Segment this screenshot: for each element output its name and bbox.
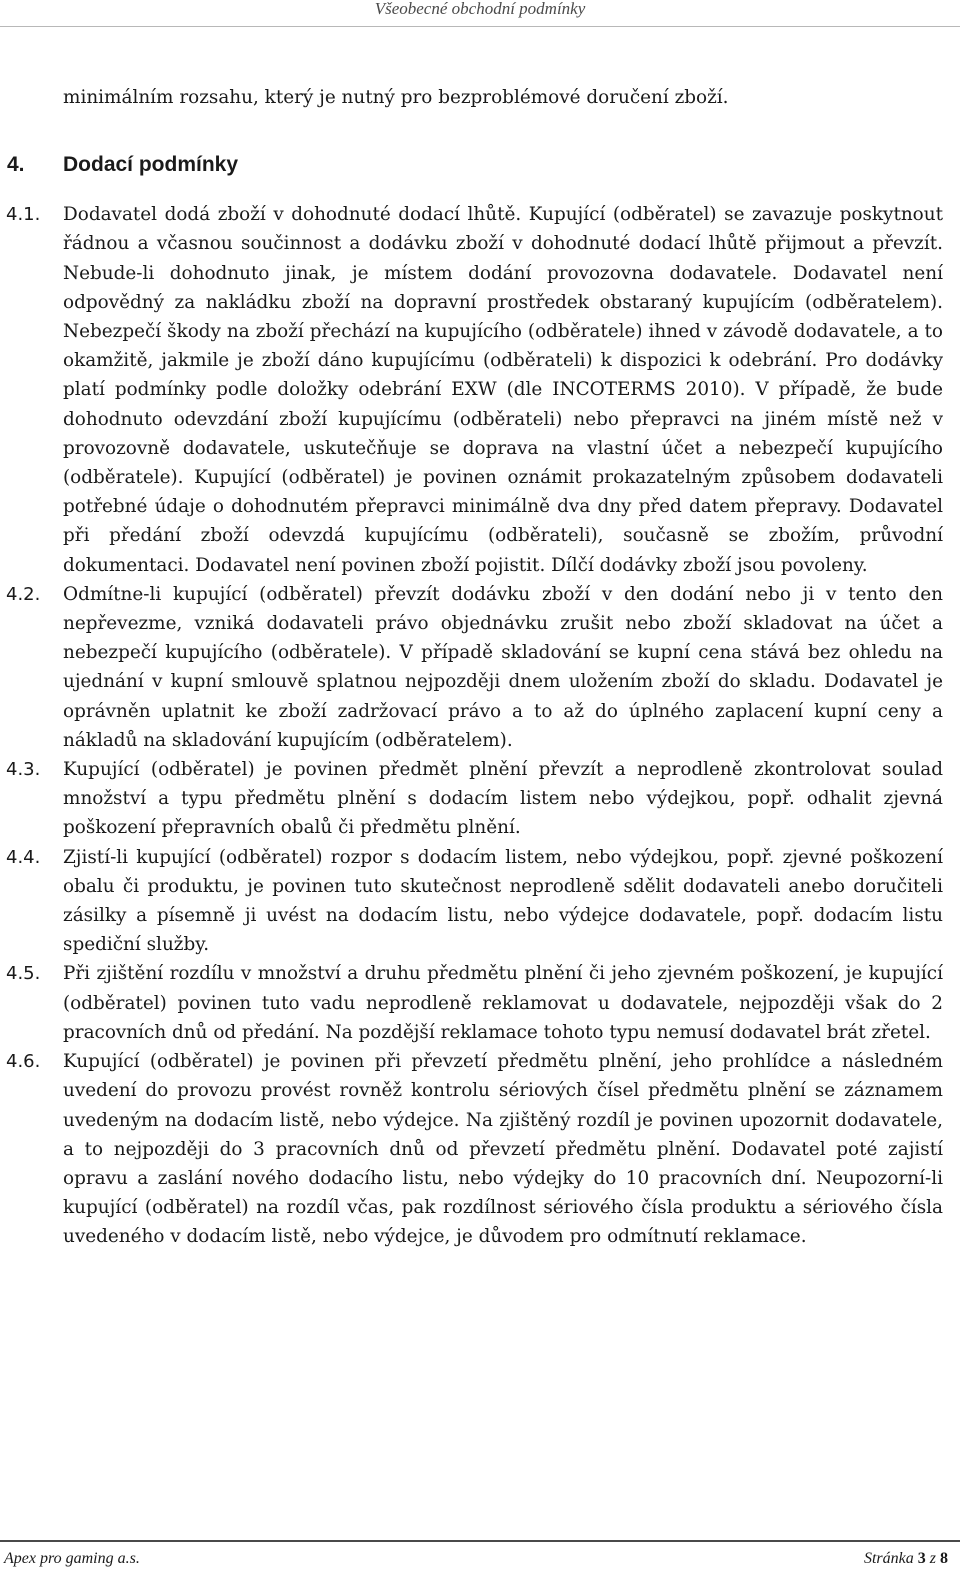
clause-text: Při zjištění rozdílu v množství a druhu předmětu plnění či jeho zjevném poškození, je kupující (odběratel) povinen tuto vadu neprodleně reklamovat u dodavatele, nejpozději však do 2 pracovních dnů od předání. Na pozdější reklamace tohoto typu nemusí dodavatel brát zřetel.: [63, 963, 943, 1043]
header-divider: [0, 26, 960, 27]
section-title: Dodací podmínky: [63, 153, 239, 177]
clause-text: Odmítne-li kupující (odběratel) převzít dodávku zboží v den dodání nebo ji v tento den nepřevezme, vzniká dodavateli právo objednávku zrušit nebo zboží skladovat na účet a nebezpečí kupujícího (odběratele). V případě skladování se kupní cena stává bez ohledu na ujednání v kupní smlouvě splatnou nejpozději dnem uložením zboží do skladu. Dodavatel je oprávněn uplatnit ke zboží zadržovací právo a to až do úplného zaplacení kupní ceny a nákladů na skladování kupujícím (odběratelem).: [63, 583, 943, 751]
clause-4-1: [0, 200, 960, 580]
page-total: 8: [940, 1550, 948, 1567]
clause-4-5: [0, 959, 960, 1047]
clause-number: 4.2.: [6, 583, 41, 605]
clause-text: Kupující (odběratel) je povinen předmět plnění převzít a neprodleně zkontrolovat soulad množství a typu předmětu plnění s dodacím listem nebo výdejkou, popř. odhalit zjevná poškození přepravních obalů či předmětu plnění.: [63, 759, 943, 839]
section-heading: [0, 150, 960, 180]
footer-company: Apex pro gaming a.s.: [4, 1550, 140, 1567]
clause-number: 4.4.: [6, 846, 41, 868]
clause-text: Kupující (odběratel) je povinen při převzetí předmětu plnění, jeho prohlídce a následném uvedení do provozu provést rovněž kontrolu sériových čísel předmětu plnění se záznamem uvedeným na dodacím listě, nebo výdejce. Na zjištěný rozdíl je povinen upozornit dodavatele, a to nejpozději do 3 pracovních dnů od převzetí předmětu plnění. Dodavatel poté zajistí opravu a zaslání nového dodacího listu, nebo výdejky do 10 pracovních dní. Neupozorní-li kupující (odběratel) na rozdíl včas, pak rozdílnost sériového čísla produktu a sériového čísla uvedeného v dodacím listě, nebo výdejce, je důvodem pro odmítnutí reklamace.: [63, 1051, 943, 1248]
clause-4-6: [0, 1047, 960, 1251]
clause-number: 4.5.: [6, 963, 41, 985]
section-number: 4.: [7, 153, 25, 177]
clause-number: 4.6.: [6, 1051, 41, 1073]
page-of: z: [929, 1550, 936, 1567]
clause-text: Dodavatel dodá zboží v dohodnuté dodací lhůtě. Kupující (odběratel) se zavazuje poskytnout řádnou a včasnou součinnost a dodávku zboží v dohodnuté dodací lhůtě přijmout a převzít. Nebude-li dohodnuto jinak, je místem dodání provozovna dodavatele. Dodavatel není odpovědný za nakládku zboží na dopravní prostředek obstaraný kupujícím (odběratelem). Nebezpečí škody na zboží přechází na kupujícího (odběratele) ihned v závodě dodavatele, a to okamžitě, jakmile je zboží dáno kupujícímu (odběrateli) k dispozici k odebrání. Pro dodávky platí podmínky podle doložky odebrání EXW (dle INCOTERMS 2010). V případě, že bude dohodnuto odevzdání zboží kupujícímu (odběrateli) nebo přepravci na jiném místě než v provozovně dodavatele, uskutečňuje se doprava na vlastní účet a nebezpečí kupujícího (odběratele). Kupující (odběratel) je povinen oznámit prokazatelným způsobem dodavateli potřebné údaje o dohodnutém přepravci minimálně dva dny před datem přepravy. Dodavatel při předání zboží odevzdá kupujícímu (odběrateli), současně se zbožím, průvodní dokumentaci. Dodavatel není povinen zboží pojistit. Dílčí dodávky zboží jsou povoleny.: [63, 204, 943, 576]
document-body: [0, 83, 960, 1252]
clause-4-2: [0, 580, 960, 755]
footer-page-number: [864, 1550, 948, 1568]
footer-divider: [0, 1540, 960, 1542]
clause-number: 4.3.: [6, 759, 41, 781]
page-current: 3: [917, 1550, 926, 1567]
clause-number: 4.1.: [6, 204, 41, 226]
clause-4-3: [0, 755, 960, 843]
page-label: Stránka: [863, 1550, 914, 1567]
clause-4-4: [0, 843, 960, 960]
page-header-title: Všeobecné obchodní podmínky: [374, 0, 586, 18]
clause-text: Zjistí-li kupující (odběratel) rozpor s dodacím listem, nebo výdejkou, popř. zjevné poškození obalu či produktu, je povinen tuto skutečnost neprodleně sdělit dodavateli anebo doručiteli zásilky a písemně ji uvést na dodacím listu, nebo výdejce dodavatele, popř. dodacím listu spediční služby.: [63, 846, 943, 956]
intro-line: minimálním rozsahu, který je nutný pro bezproblémové doručení zboží.: [63, 87, 729, 108]
